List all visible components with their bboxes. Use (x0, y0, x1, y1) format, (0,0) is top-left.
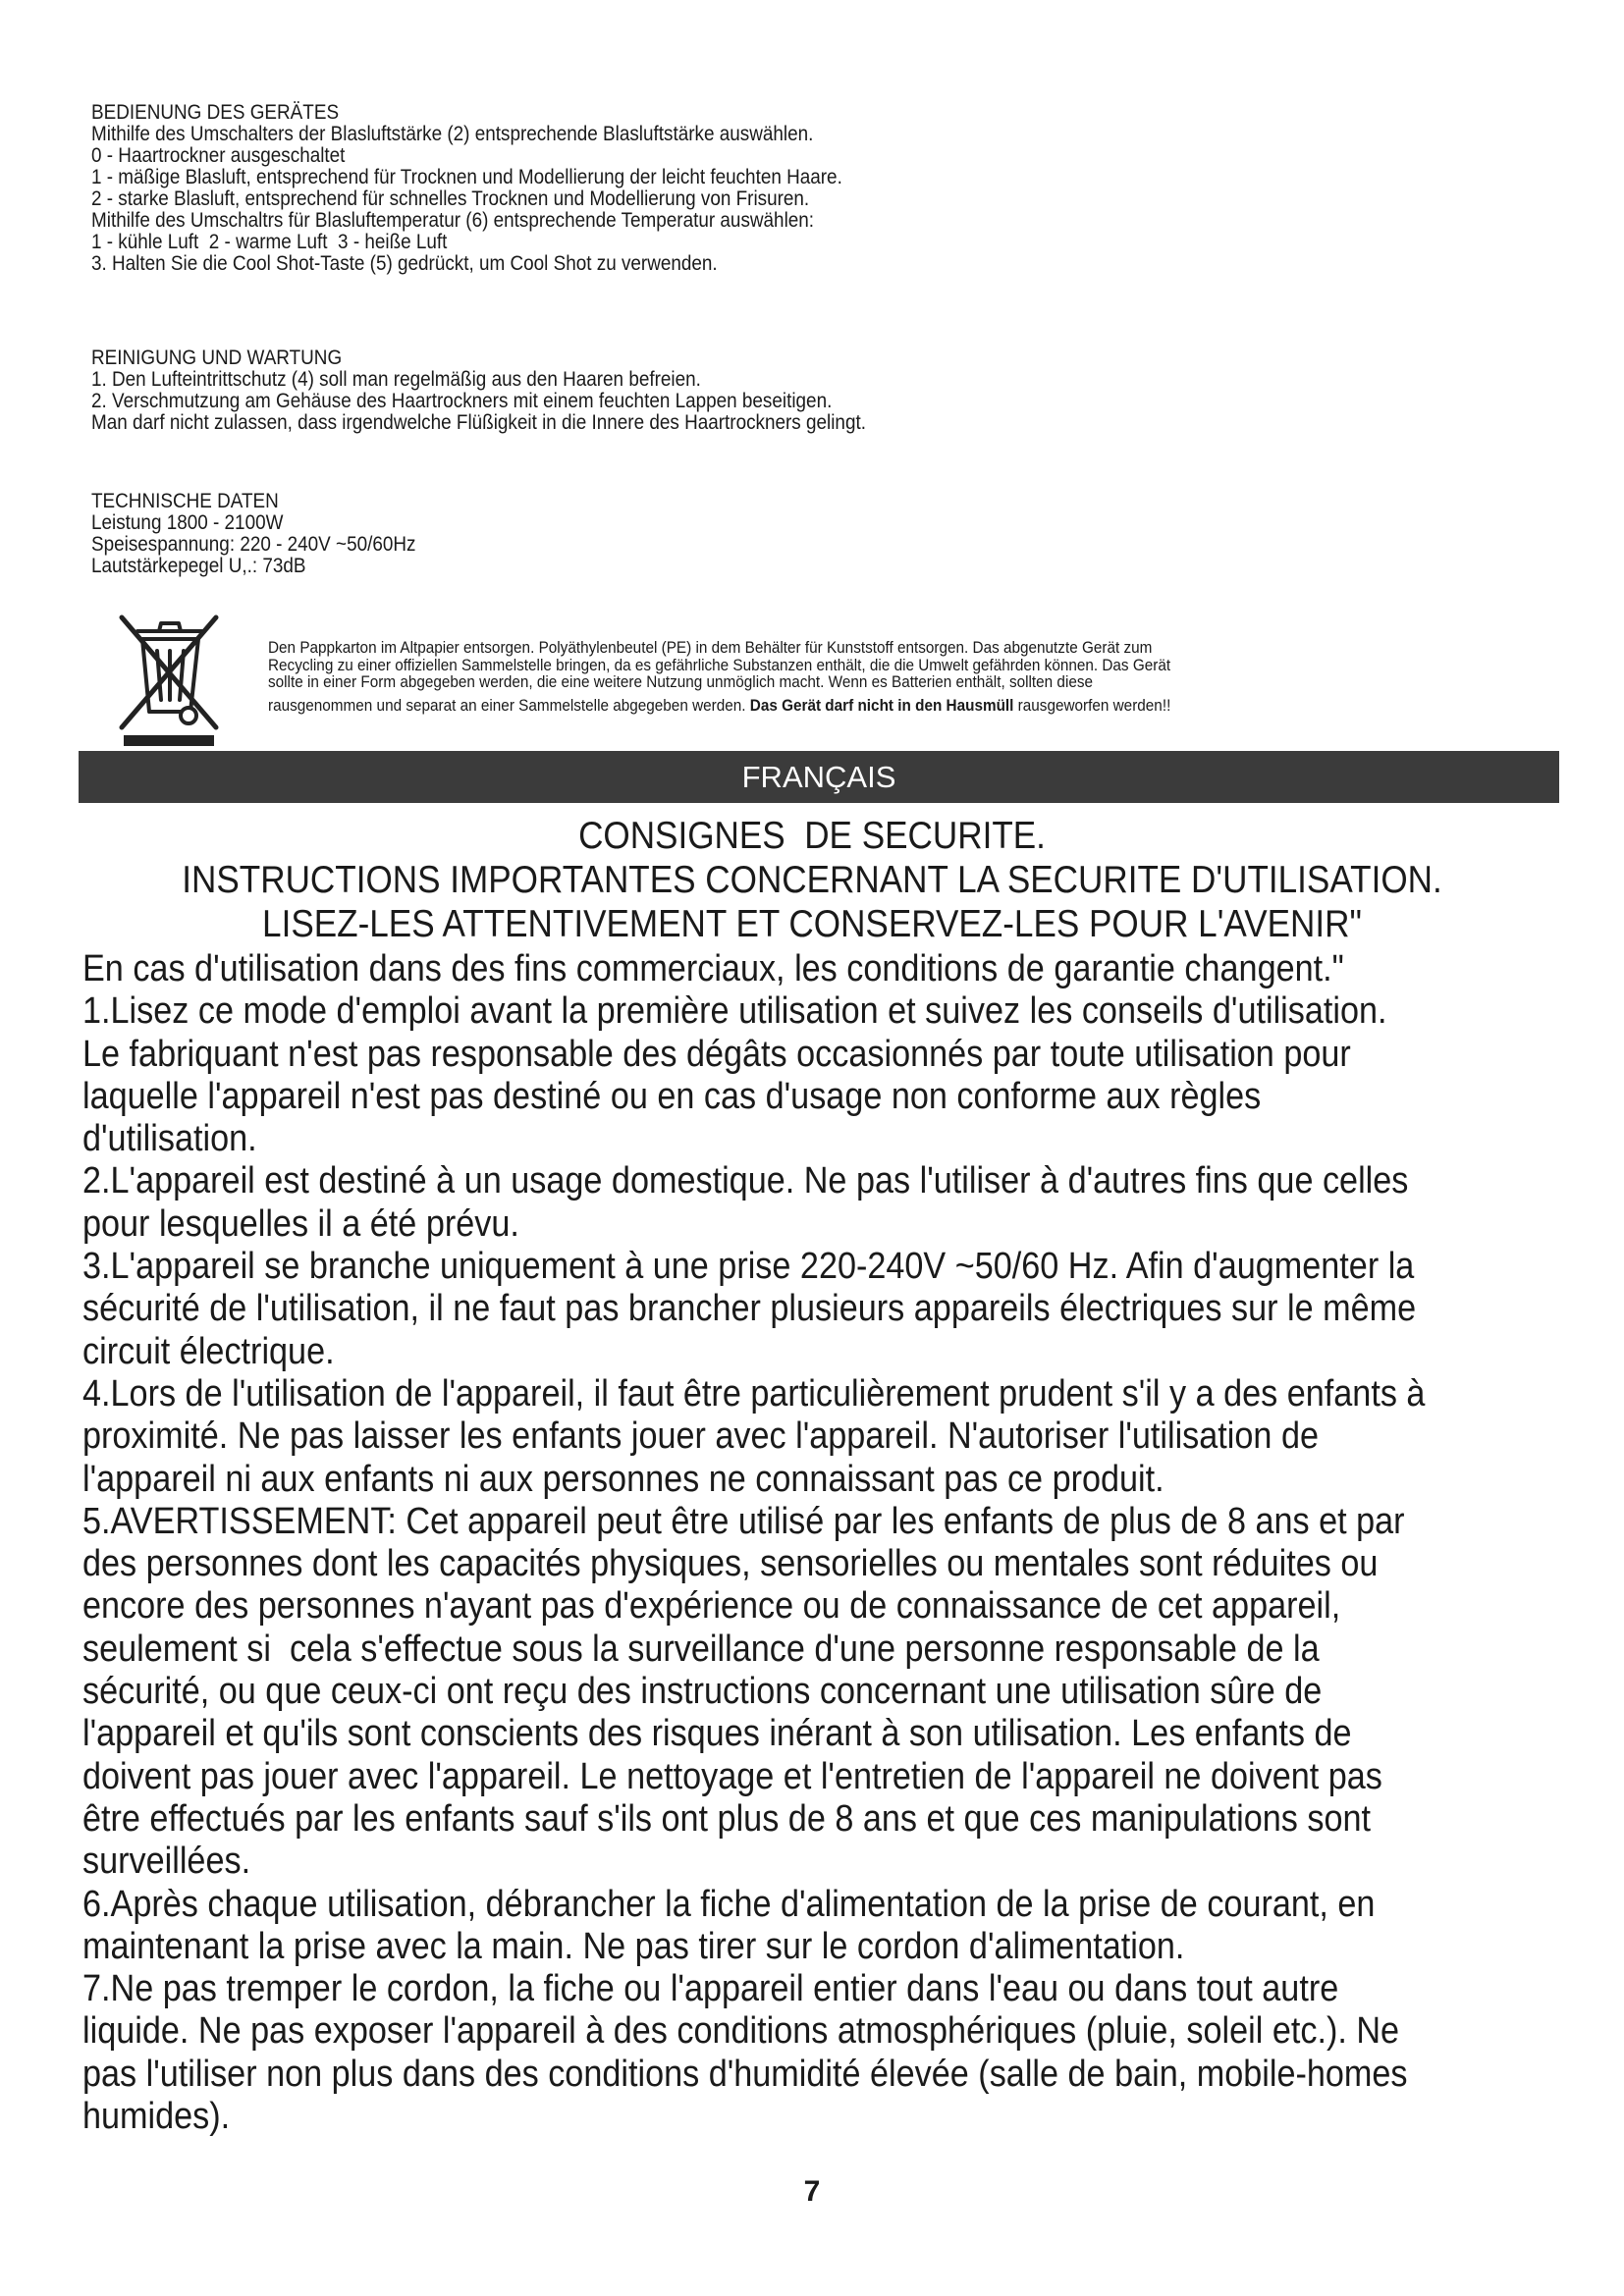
de-cleaning-line: Man darf nicht zulassen, dass irgendwelche Flüßigkeit in die Innere des Haartrockners gelingt. (91, 411, 866, 434)
fr-line: pour lesquelles il a été prévu. (82, 1202, 519, 1245)
fr-line: 6.Après chaque utilisation, débrancher la fiche d'alimentation de la prise de courant, en (82, 1883, 1376, 1925)
de-operation-line: Mithilfe des Umschalters der Blasluftstärke (2) entsprechende Blasluftstärke auswählen. (91, 123, 814, 145)
fr-line: 1.Lisez ce mode d'emploi avant la première utilisation et suivez les conseils d'utilisation. (82, 990, 1387, 1033)
fr-line: 3.L'appareil se branche uniquement à une prise 220-240V ~50/60 Hz. Afin d'augmenter la (82, 1246, 1415, 1288)
fr-line: d'utilisation. (82, 1118, 257, 1160)
fr-line: doivent pas jouer avec l'appareil. Le nettoyage et l'entretien de l'appareil ne doivent pas (82, 1755, 1382, 1797)
language-bar-francais: FRANÇAIS (79, 751, 1559, 803)
fr-line: seulement si cela s'effectue sous la surveillance d'une personne responsable de la (82, 1628, 1320, 1670)
fr-line: pas l'utiliser non plus dans des conditions d'humidité élevée (salle de bain, mobile-homes (82, 2053, 1408, 2095)
disposal-notice (268, 639, 1505, 714)
fr-line: sécurité, ou que ceux-ci ont reçu des instructions concernant une utilisation sûre de (82, 1671, 1323, 1713)
de-cleaning-section (91, 347, 1417, 434)
disposal-line: Den Pappkarton im Altpapier entsorgen. Polyäthylenbeutel (PE) in dem Behälter für Kunststoff entsorgen. Das abgenutzte Gerät zum (268, 638, 1153, 657)
fr-line: 5.AVERTISSEMENT: Cet appareil peut être utilisé par les enfants de plus de 8 ans et par (82, 1500, 1405, 1542)
fr-line: 4.Lors de l'utilisation de l'appareil, il faut être particulièrement prudent s'il y a des enfants à (82, 1372, 1426, 1415)
fr-line: 2.L'appareil est destiné à un usage domestique. Ne pas l'utiliser à d'autres fins que celles (82, 1160, 1409, 1202)
de-technical-line: Speisespannung: 220 - 240V ~50/60Hz (91, 533, 416, 556)
fr-line: l'appareil ni aux enfants ni aux personnes ne connaissant pas ce produit. (82, 1458, 1164, 1500)
de-operation-line: 1 - kühle Luft 2 - warme Luft 3 - heiße Luft (91, 231, 448, 253)
fr-line: En cas d'utilisation dans des fins commerciaux, les conditions de garantie changent." (82, 948, 1344, 989)
de-technical-section (91, 491, 1417, 577)
fr-line: être effectués par les enfants sauf s'ils ont plus de 8 ans et que ces manipulations sont (82, 1797, 1372, 1840)
de-operation-line: 2 - starke Blasluft, entsprechend für schnelles Trocknen und Modellierung von Frisuren. (91, 187, 810, 210)
de-operation-title: BEDIENUNG DES GERÄTES (91, 101, 340, 124)
fr-line: surveillées. (82, 1841, 251, 1883)
fr-safety-body (82, 948, 1496, 2138)
fr-line: circuit électrique. (82, 1330, 335, 1372)
fr-line: sécurité de l'utilisation, il ne faut pas brancher plusieurs appareils électriques sur le même (82, 1288, 1417, 1330)
disposal-line: Recycling zu einer offiziellen Sammelstelle bringen, da es gefährliche Substanzen enthält, die die Umwelt gefährden können. Das Gerät (268, 655, 1171, 674)
de-operation-line: 3. Halten Sie die Cool Shot-Taste (5) gedrückt, um Cool Shot zu verwenden. (91, 252, 718, 275)
de-operation-line: 0 - Haartrockner ausgeschaltet (91, 144, 346, 167)
fr-line: liquide. Ne pas exposer l'appareil à des conditions atmosphériques (pluie, soleil etc.). Ne (82, 2010, 1400, 2053)
de-cleaning-line: 1. Den Lufteintrittschutz (4) soll man regelmäßig aus den Haaren befreien. (91, 368, 701, 391)
de-operation-line: Mithilfe des Umschaltrs für Blasluftemperatur (6) entsprechende Temperatur auswählen: (91, 209, 815, 232)
fr-line: l'appareil et qu'ils sont conscients des risques inérant à son utilisation. Les enfants de (82, 1713, 1352, 1755)
fr-line: humides). (82, 2096, 231, 2138)
fr-line: maintenant la prise avec la main. Ne pas tirer sur le cordon d'alimentation. (82, 1925, 1185, 1967)
de-cleaning-line: 2. Verschmutzung am Gehäuse des Haartrockners mit einem feuchten Lappen beseitigen. (91, 390, 833, 412)
fr-heading-instructions: INSTRUCTIONS IMPORTANTES CONCERNANT LA SECURITE D'UTILISATION. (182, 859, 1442, 901)
de-cleaning-title: REINIGUNG UND WARTUNG (91, 347, 343, 369)
fr-line: des personnes dont les capacités physiques, sensorielles ou mentales sont réduites ou (82, 1543, 1379, 1585)
fr-line: encore des personnes n'ayant pas d'expérience ou de connaissance de cet appareil, (82, 1585, 1341, 1628)
page-number: 7 (803, 2175, 821, 2208)
fr-heading-lisez: LISEZ-LES ATTENTIVEMENT ET CONSERVEZ-LES POUR L'AVENIR" (262, 903, 1362, 945)
fr-line: Le fabriquant n'est pas responsable des dégâts occasionnés par toute utilisation pour (82, 1033, 1351, 1075)
fr-heading-consignes: CONSIGNES DE SECURITE. (578, 815, 1046, 857)
disposal-warning-bold: Das Gerät darf nicht in den Hausmüll (749, 695, 1014, 715)
disposal-last-normal: rausgenommen und separat an einer Sammelstelle abgegeben werden. (268, 695, 750, 715)
fr-line: 7.Ne pas tremper le cordon, la fiche ou l'appareil entier dans l'eau ou dans tout autre (82, 1968, 1339, 2010)
crossed-out-wheelie-bin-icon (110, 606, 228, 748)
disposal-last-line (268, 697, 1505, 715)
de-technical-line: Lautstärkepegel U,.: 73dB (91, 555, 306, 577)
de-operation-line: 1 - mäßige Blasluft, entsprechend für Trocknen und Modellierung der leicht feuchten Haare. (91, 166, 842, 188)
fr-line: proximité. Ne pas laisser les enfants jouer avec l'appareil. N'autoriser l'utilisation de (82, 1415, 1319, 1458)
fr-line: laquelle l'appareil n'est pas destiné ou en cas d'usage non conforme aux règles (82, 1075, 1262, 1117)
de-technical-line: Leistung 1800 - 2100W (91, 511, 284, 534)
disposal-last-end: rausgeworfen werden!! (1013, 695, 1171, 715)
de-technical-title: TECHNISCHE DATEN (91, 490, 279, 512)
de-operation-section (91, 102, 1417, 275)
disposal-line: sollte in einer Form abgegeben werden, die eine weitere Nutzung unmöglich macht. Wenn es Batterien enthält, sollten diese (268, 672, 1094, 691)
